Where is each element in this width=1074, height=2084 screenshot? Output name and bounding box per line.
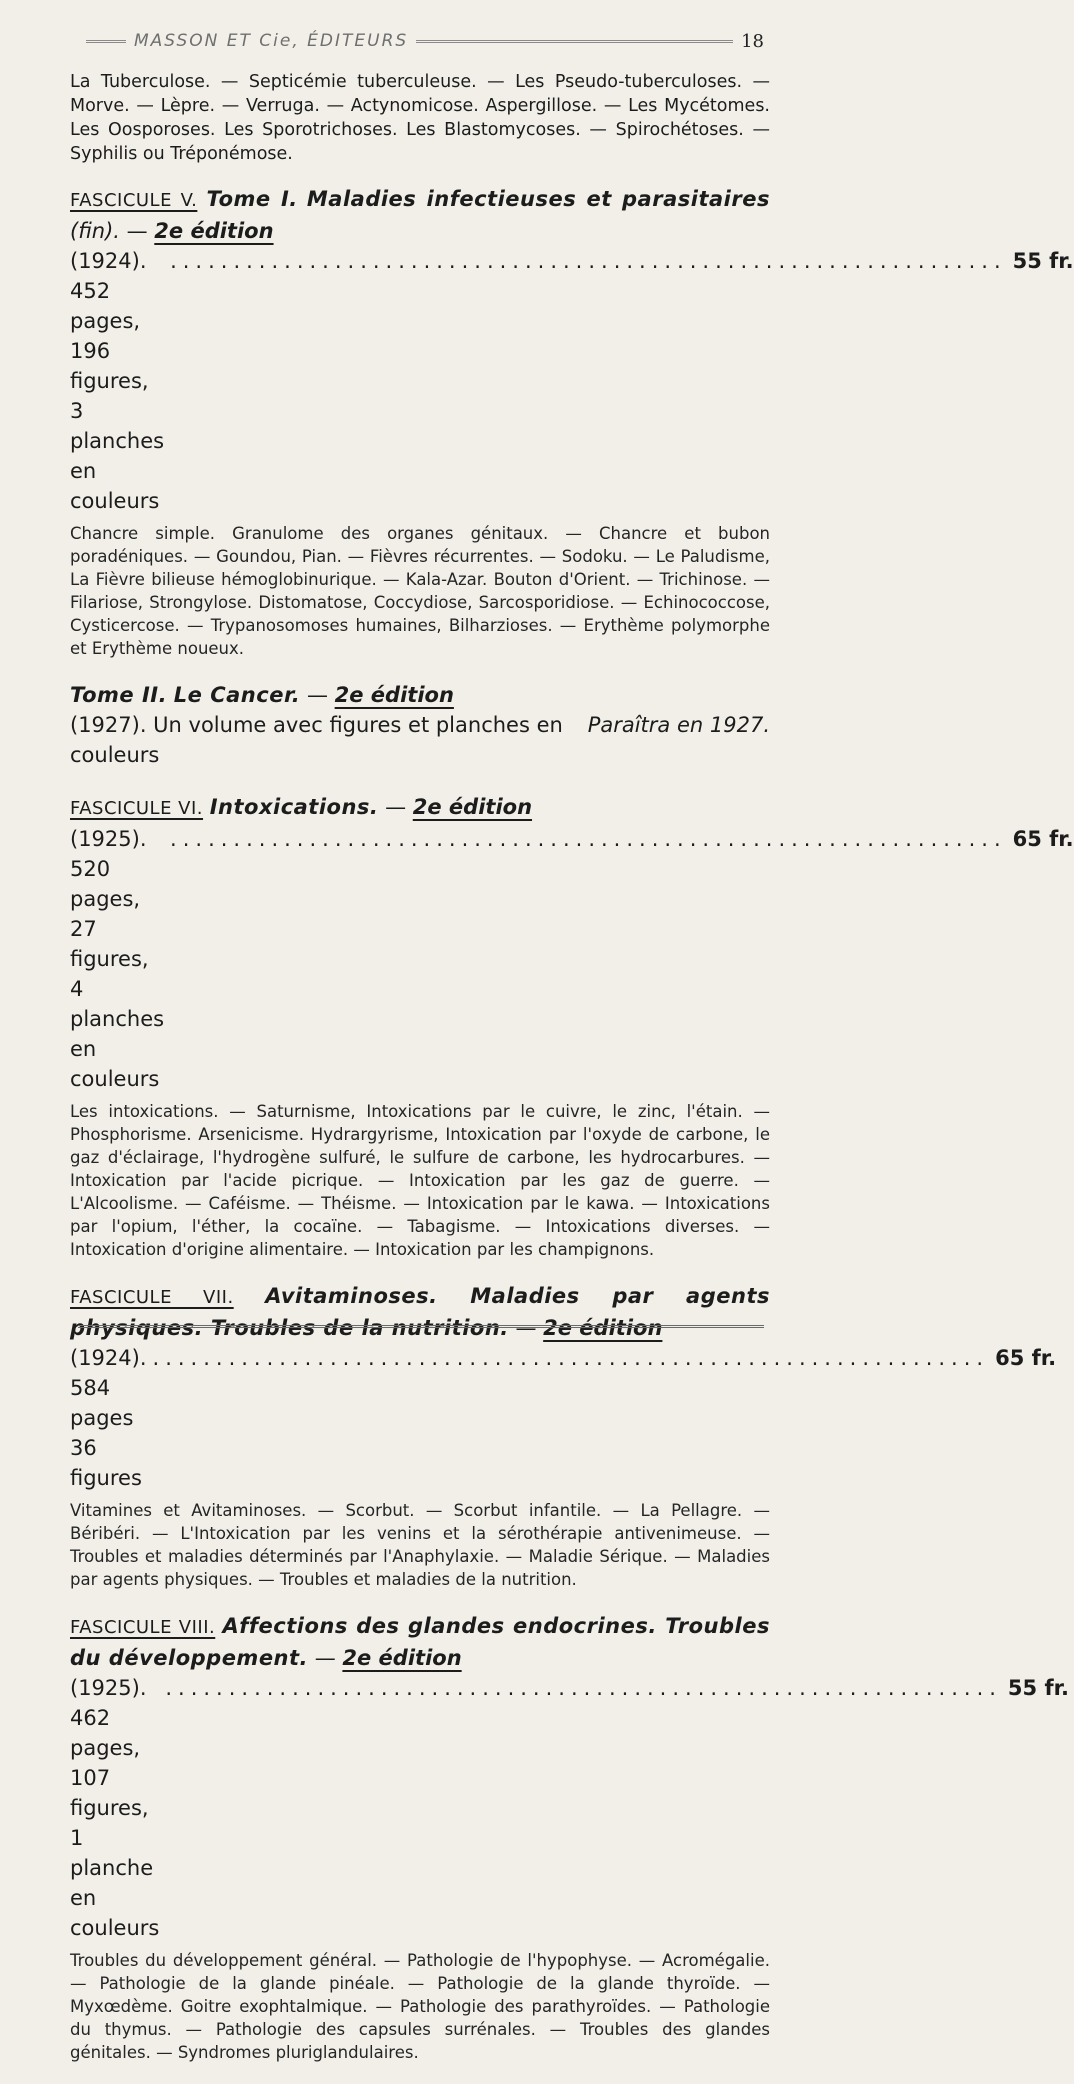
fascicule-8-price: 55 fr. [1007,1676,1069,1700]
leader-dots: .................................................................. [170,249,1007,273]
fascicule-8-contents: Troubles du développement général. — Pathologie de l'hypophyse. — Acromégalie. — Pathologie de la glande pinéale. — Pathologie de la glande thyroïde. — Myxœdème. Goitre exophtalmique. — Pathologie des parathyroïdes. — Pathologie du thymus. — Pathologie des capsules surrénales. — Troubles des glandes génitales. — Syndromes pluriglandulaires. [70,1951,770,2062]
fascicule-5-price: 55 fr. [1012,249,1074,273]
fascicule-8-label: FASCICULE VIII. [70,1617,216,1638]
fascicule-7-price: 65 fr. [995,1346,1057,1370]
fascicule-5-tome: Tome I. [206,187,298,211]
fascicule-5-title: Maladies infectieuses et parasitaires [306,187,770,211]
fascicule-8-title: Affections des glandes endocrines. Troubles du développement. [70,1614,770,1670]
fascicule-6-title: Intoxications. [209,795,379,819]
fascicule-5-label: FASCICULE V. [70,190,198,211]
catalog-content [70,70,1074,2084]
fascicule-6 [70,792,1074,1261]
fascicule-7-heading: FASCICULE VII. Avitaminoses. Maladies par agents physiques. Troubles de la nutrition. — 2e édition [70,1284,770,1340]
bottom-double-rule [78,1325,764,1328]
fascicule-7-contents: Vitamines et Avitaminoses. — Scorbut. — Scorbut infantile. — La Pellagre. — Béribéri. — L'Intoxication par les venins et la sérothérapie antivenimeuse. — Troubles et maladies déterminés par l'Anaphylaxie. — Maladie Sérique. — Maladies par agents physiques. — Troubles et maladies de la nutrition. [70,1501,770,1589]
tome-2 [70,680,770,770]
fascicule-6-contents: Les intoxications. — Saturnisme, Intoxications par le cuivre, le zinc, l'étain. — Phosphorisme. Arsenicisme. Hydrargyrisme, Intoxication par l'oxyde de carbone, le gaz d'éclairage, l'hydrogène sulfuré, le sulfure de carbone, les hydrocarbures. — Intoxication par l'acide picrique. — Intoxication par les gaz de guerre. — L'Alcoolisme. — Caféisme. — Théisme. — Intoxication par le kawa. — Intoxications par l'opium, l'éther, la cocaïne. — Tabagisme. — Intoxications diverses. — Intoxication d'origine alimentaire. — Intoxication par les champignons. [70,1102,770,1259]
fascicule-5-price-line [70,246,1074,516]
tome-2-label: Tome II. [70,683,168,707]
tome-2-title: Le Cancer. [173,683,301,707]
fascicule-8 [70,1611,1069,2064]
fascicule-7-title: Avitaminoses. Maladies par agents physiques. Troubles de la nutrition. [70,1284,770,1340]
fascicule-6-price: 65 fr. [1012,827,1074,851]
fascicule-8-heading: FASCICULE VIII. Affections des glandes endocrines. Troubles du développement. — 2e édition [70,1614,770,1670]
publisher-name: MASSON ET Cie, ÉDITEURS [134,31,409,51]
page-number: 18 [741,30,764,52]
fascicule-8-price-line [70,1673,1069,1943]
leader-dots: .................................................................. [170,827,1007,851]
fascicule-5-heading: FASCICULE V. Tome I. Maladies infectieuses et parasitaires (fin). — 2e édition [70,187,770,243]
running-header [78,28,764,54]
fascicule-5-subtitle: (fin). [70,219,120,243]
fascicule-8-details: (1925). 462 pages, 107 figures, 1 planche en couleurs [70,1676,160,1940]
leader-dots: .................................................................. [165,1676,1002,1700]
header-rule-left [86,40,126,43]
intro-paragraph: La Tuberculose. — Septicémie tuberculeuse. — Les Pseudo-tuberculoses. — Morve. — Lèpre. — Verruga. — Actynomicose. Aspergillose. — Les Mycétomes. Les Oosporoses. Les Sporotrichoses. Les Blastomycoses. — Spirochétoses. — Syphilis ou Tréponémose. [70,72,770,164]
fascicule-7-details: (1924). 584 pages 36 figures [70,1346,147,1490]
tome-2-details: (1927). Un volume avec figures et planches en couleurs [70,713,563,767]
fascicule-8-edition: 2e édition [342,1646,462,1670]
fascicule-5-edition: 2e édition [154,219,274,243]
fascicule-7-price-line [70,1343,1057,1493]
tome-2-heading: Tome II. Le Cancer. — 2e édition [70,683,454,707]
fascicule-6-heading: FASCICULE VI. Intoxications. — 2e édition [70,795,533,819]
tome-2-availability: Paraîtra en 1927. [587,713,770,737]
tome-2-price-line [70,710,770,770]
fascicule-6-label: FASCICULE VI. [70,798,204,819]
fascicule-5 [70,184,1074,660]
fascicule-7-edition: 2e édition [543,1316,663,1340]
fascicule-6-edition: 2e édition [412,795,533,819]
leader-dots: .................................................................. [152,1346,990,1370]
header-rule-right [416,40,733,43]
fascicule-7-label: FASCICULE VII. [70,1287,234,1308]
fascicule-5-details: (1924). 452 pages, 196 figures, 3 planches en couleurs [70,249,165,513]
fascicule-6-details: (1925). 520 pages, 27 figures, 4 planches en couleurs [70,827,165,1091]
fascicule-6-price-line [70,824,1074,1094]
tome-2-edition: 2e édition [334,683,454,707]
fascicule-5-contents: Chancre simple. Granulome des organes génitaux. — Chancre et bubon poradéniques. — Goundou, Pian. — Fièvres récurrentes. — Sodoku. — Le Paludisme, La Fièvre bilieuse hémoglobinurique. — Kala-Azar. Bouton d'Orient. — Trichinose. — Filariose, Strongylose. Distomatose, Coccydiose, Sarcosporidiose. — Echinococcose, Cysticercose. — Trypanosomoses humaines, Bilharzioses. — Erythème polymorphe et Erythème noueux. [70,524,770,658]
